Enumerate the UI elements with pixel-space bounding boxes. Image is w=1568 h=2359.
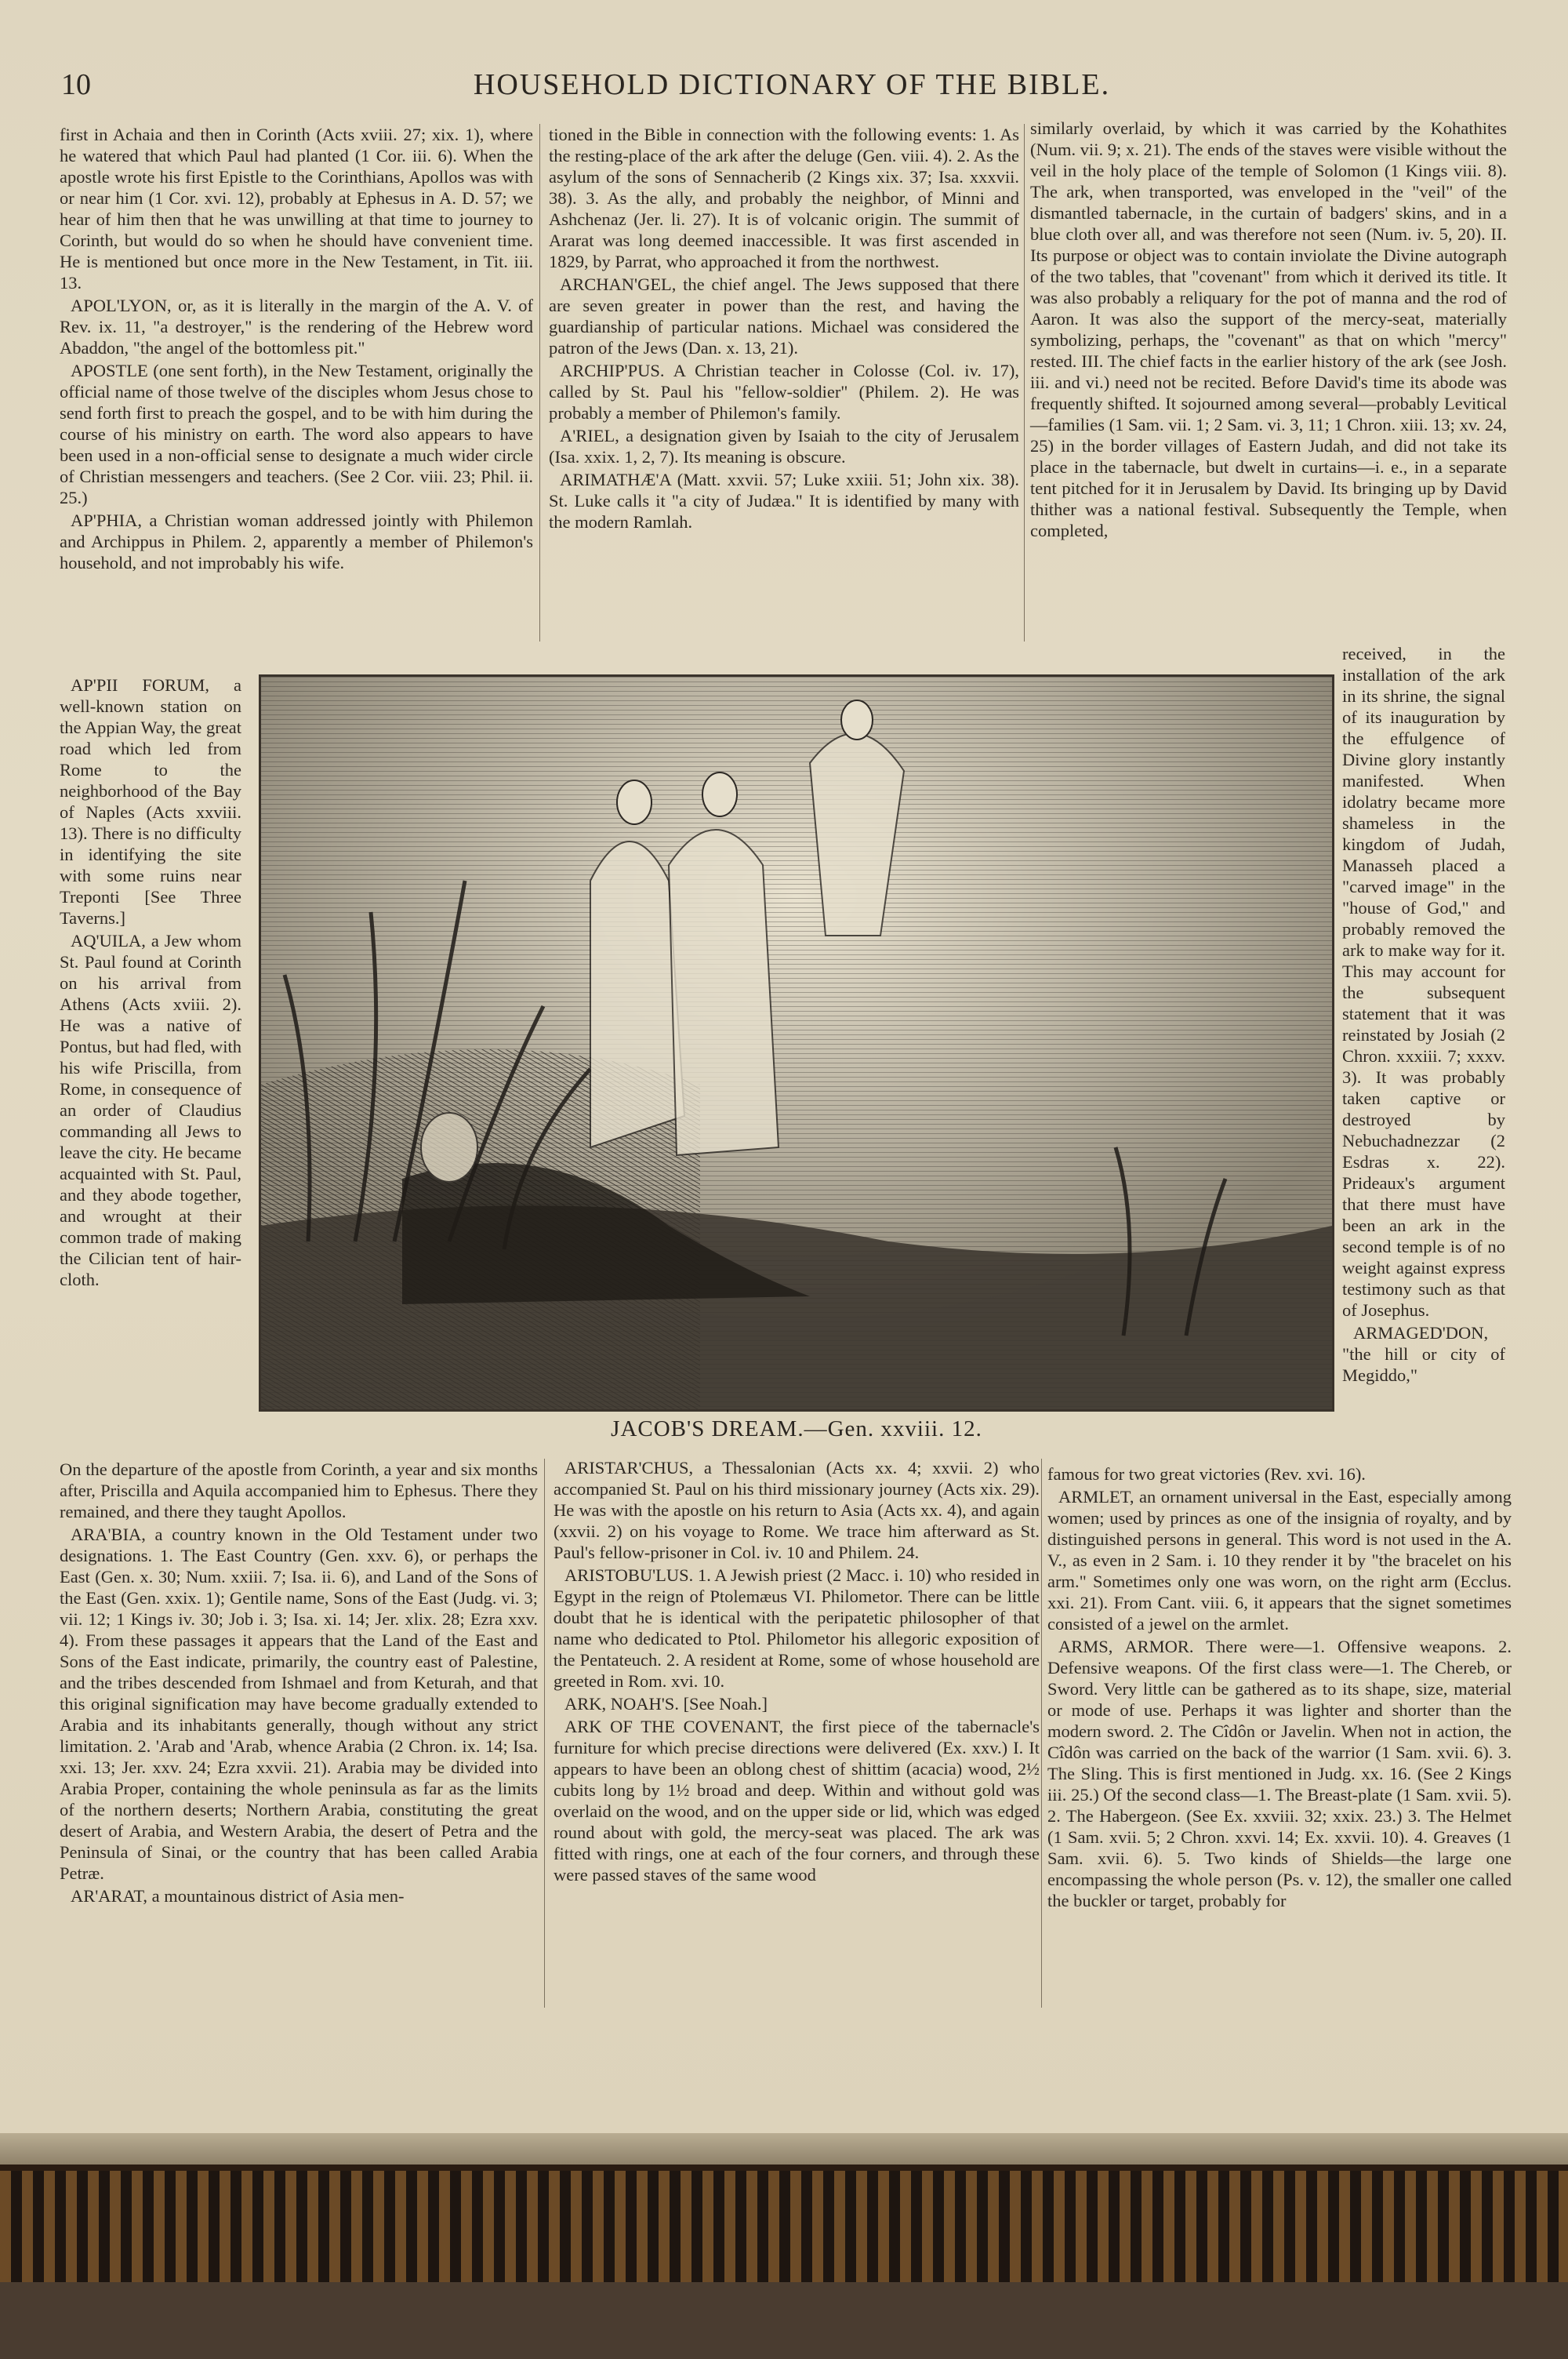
column-rule bbox=[539, 124, 540, 642]
entry-armageddon-continued: famous for two great victories (Rev. xvi. 16). bbox=[1047, 1464, 1366, 1484]
background-surface bbox=[0, 2282, 1568, 2359]
column-bottom-left bbox=[60, 1459, 538, 1908]
entry-apphia: AP'PHIA, a Christian woman addressed jointly with Philemon and Archippus in Philem. 2, apparently a member of Philemon's household, and not improbably his wife. bbox=[60, 511, 533, 572]
entry-apollos-continued: first in Achaia and then in Corinth (Acts xviii. 27; xix. 1), where he watered that which Paul had planted (1 Cor. iii. 6). When the apostle wrote his first Epistle to the Corinthians, Apollos was with or near him (1 Cor. xvi. 12), probably at Ephesus in A. D. 57; we hear of him then that he was unwilling at that time to journey to Corinth, but would do so when he should have convenient time. He is mentioned but once more in the New Testament, in Tit. iii. 13. bbox=[60, 125, 533, 293]
running-title: HOUSEHOLD DICTIONARY OF THE BIBLE. bbox=[473, 68, 1111, 101]
entry-apostle: APOSTLE (one sent forth), in the New Testament, originally the official name of those twelve of the disciples whom Jesus chose to send forth first to preach the gospel, and to be with him during the course of his ministry on earth. The word also appears to have been used in a non-official sense to designate a much wider circle of Christian messengers and teachers. (See 2 Cor. viii. 23; Phil. ii. 25.) bbox=[60, 361, 533, 507]
entry-aristarchus: ARISTAR'CHUS, a Thessalonian (Acts xx. 4; xxvii. 2) who accompanied St. Paul on his third missionary journey (Acts xix. 29). He was with the apostle on his return to Asia (Acts xx. 4), and again (xxvii. 2) on his voyage to Rome. We trace him afterward as St. Paul's fellow-prisoner in Col. iv. 10 and Philem. 24. bbox=[554, 1458, 1040, 1562]
entry-aristobulus: ARISTOBU'LUS. 1. A Jewish priest (2 Macc. i. 10) who resided in Egypt in the reign of Ptolemæus VI. Philometor. There can be little doubt that he is identical with the peripatetic philosopher of that name who dedicated to Ptol. Philometor his allegoric exposition of the Pentateuch. 2. A resident at Rome, some of whose household are greeted in Rom. xvi. 10. bbox=[554, 1565, 1040, 1691]
entry-arabia: ARA'BIA, a country known in the Old Testament under two designations. 1. The East Country (Gen. xxv. 6), or perhaps the East (Gen. x. 30; Num. xxiii. 7; Isa. ii. 6), and Land of the Sons of the East (Gen. xxix. 1); Gentile name, Sons of the East (Judg. vi. 3; vii. 12; 1 Kings iv. 30; Job i. 3; Isa. xi. 14; Jer. xlix. 28; Ezra xxv. 4). From these passages it appears that the Land of the East and Sons of the East indicate, primarily, the country east of Palestine, and the tribes descended from Ishmael and from Keturah, and that this original signification may have become gradually extended to Arabia and its inhabitants generally, though without any strict limitation. 2. 'Arab and 'Arab, whence Arabia (2 Chron. ix. 14; Isa. xxi. 13; Jer. xxv. 24; Ezra xxvii. 21). Arabia may be divided into Arabia Proper, containing the whole peninsula as far as the limits of the northern deserts; Northern Arabia, constituting the great desert of Arabia, and Western Arabia, the desert of Petra and the Peninsula of Sinai, or the country that has been called Arabia Petræ. bbox=[60, 1525, 538, 1883]
entry-archippus: ARCHIP'PUS. A Christian teacher in Colosse (Col. iv. 17), called by St. Paul his "fellow-soldier" (Philem. 2). He was probably a member of Philemon's family. bbox=[549, 361, 1019, 423]
column-rule bbox=[544, 1459, 545, 2008]
entry-ark-covenant-continued: similarly overlaid, by which it was carried by the Kohathites (Num. vii. 9; x. 21). The ends of the staves were visible without the veil in the holy place of the temple of Solomon (1 Kings viii. 8). The ark, when transported, was enveloped in the "veil" of the dismantled tabernacle, in the curtain of badgers' skins, and in a blue cloth over all, and was therefore not seen (Num. iv. 5, 20). II. Its purpose or object was to contain inviolate the Divine autograph of the two tables, that "covenant" from which it derived its title. It was also probably a reliquary for the pot of manna and the rod of Aaron. It was also the support of the mercy-seat, materially symbolizing, perhaps, the "covenant" as that on which "mercy" rested. III. The chief facts in the earlier history of the ark (see Josh. iii. and vi.) need not be recited. Before David's time its abode was frequently shifted. It sojourned among several—probably Levitical—families (1 Sam. vii. 1; 2 Sam. vi. 3, 11; 1 Chron. xiii. 13; xv. 24, 25) in the border villages of Eastern Judah, and did not take its place in the tabernacle, but dwelt in curtains—i. e., in a separate tent pitched for it in Jerusalem by David. Its bringing up by David thither was a national festival. Subsequently the Temple, when completed, bbox=[1030, 118, 1507, 540]
entry-aquila-continued: On the departure of the apostle from Corinth, a year and six months after, Priscilla and Aquila accompanied him to Ephesus. There they remained, and there they taught Apollos. bbox=[60, 1459, 538, 1521]
column-narrow-right bbox=[1342, 643, 1505, 1387]
entry-arms-armor: ARMS, ARMOR. There were—1. Offensive weapons. 2. Defensive weapons. Of the first class were—1. The Chereb, or Sword. Very little can be gathered as to its shape, size, material or mode of use. Perhaps it was lighter and shorter than the modern sword. 2. The Cîdôn or Javelin. When not in action, the Cîdôn was carried on the back of the warrior (1 Sam. xvii. 6). 3. The Sling. This is first mentioned in Judg. xx. 16. (See 2 Kings iii. 25.) Of the second class—1. The Breast-plate (1 Sam. xvii. 5). 2. The Habergeon. (See Ex. xxviii. 32; xxix. 23.) 3. The Helmet (1 Sam. xvii. 5; 2 Chron. xxvi. 14; Ex. xxvii. 10). 4. Greaves (1 Sam. xvii. 6). 5. Two kinds of Shields—the large one encompassing the whole person (Ps. v. 12), the smaller one called the buckler or target, probably for bbox=[1047, 1637, 1512, 1910]
entry-archangel: ARCHAN'GEL, the chief angel. The Jews supposed that there are seven greater in power than the rest, and having the guardianship of particular nations. Michael was considered the patron of the Jews (Dan. x. 13, 21). bbox=[549, 274, 1019, 358]
entry-ark-noahs: ARK, NOAH'S. [See Noah.] bbox=[564, 1694, 768, 1714]
entry-arimathaea: ARIMATHÆ'A (Matt. xxvii. 57; Luke xxiii. 51; John xix. 38). St. Luke calls it "a city of Judæa." It is identified by many with the modern Ramlah. bbox=[549, 470, 1019, 532]
entry-ark-covenant-cont2: received, in the installation of the ark in its shrine, the signal of its inauguration by the effulgence of Divine glory instantly manifested. When idolatry became more shameless in the kingdom of Judah, Manasseh placed a "carved image" in the "house of God," and probably removed the ark to make way for it. This may account for the subsequent statement that it was reinstated by Josiah (2 Chron. xxxiii. 7; xxxv. 3). It was probably taken captive or destroyed by Nebuchadnezzar (2 Esdras x. 22). Prideaux's argument that there must have been an ark in the second temple is of no weight against express testimony such as that of Josephus. bbox=[1342, 644, 1505, 1320]
entry-ararat: AR'ARAT, a mountainous district of Asia men- bbox=[71, 1886, 405, 1906]
illustration-caption: JACOB'S DREAM.—Gen. xxviii. 12. bbox=[611, 1416, 982, 1441]
entry-apollyon: APOL'LYON, or, as it is literally in the margin of the A. V. of Rev. ix. 11, "a destroyer," is the rendering of the Hebrew word Abaddon, "the angel of the bottomless pit." bbox=[60, 296, 533, 358]
column-top-left bbox=[60, 124, 533, 575]
column-top-middle bbox=[549, 124, 1019, 534]
column-narrow-left bbox=[60, 674, 241, 1292]
column-rule bbox=[1024, 124, 1025, 642]
entry-ark-of-the-covenant: ARK OF THE COVENANT, the first piece of the tabernacle's furniture for which precise directions were delivered (Ex. xxv.) I. It appears to have been an oblong chest of shittim (acacia) wood, 2½ cubits long by 1½ broad and deep. Within and without gold was overlaid on the wood, and on the upper side or lid, which was edged round about with gold, the mercy-seat was placed. The ark was fitted with rings, one at each of the four corners, and through these were passed staves of the same wood bbox=[554, 1717, 1040, 1885]
entry-armlet: ARMLET, an ornament universal in the East, especially among women; used by princes as one of the insignia of royalty, and by distinguished persons in general. This word is not used in the A. V., as even in 2 Sam. i. 10 they render it by "the bracelet on his arm." Sometimes only one was worn, on the right arm (Ecclus. xxi. 21). From Cant. viii. 6, it appears that the signet sometimes consisted of a jewel on the armlet. bbox=[1047, 1487, 1512, 1634]
book-binding bbox=[0, 2165, 1568, 2295]
column-bottom-right bbox=[1047, 1463, 1512, 1913]
entry-aquila: AQ'UILA, a Jew whom St. Paul found at Corinth on his arrival from Athens (Acts xviii. 2). He was a native of Pontus, but had fled, with his wife Priscilla, from Rome, in consequence of an order of Claudius commanding all Jews to leave the city. He became acquainted with St. Paul, and they abode together, and wrought at their common trade of making the Cilician tent of hair-cloth. bbox=[60, 931, 241, 1289]
column-top-right bbox=[1030, 118, 1507, 543]
engraving-jacobs-dream bbox=[259, 674, 1334, 1412]
entry-ariel: A'RIEL, a designation given by Isaiah to the city of Jerusalem (Isa. xxix. 1, 2, 7). Its meaning is obscure. bbox=[549, 426, 1019, 467]
page-edge bbox=[0, 2133, 1568, 2165]
column-bottom-middle bbox=[554, 1457, 1040, 1887]
column-rule bbox=[1041, 1459, 1042, 2008]
entry-appii-forum: AP'PII FORUM, a well-known station on the Appian Way, the great road which led from Rome to the neighborhood of the Bay of Naples (Acts xxviii. 13). There is no difficulty in identifying the site with some ruins near Treponti [See Three Taverns.] bbox=[60, 675, 241, 928]
entry-ararat-continued: tioned in the Bible in connection with the following events: 1. As the resting-place of the ark after the deluge (Gen. viii. 4). 2. As the asylum of the sons of Sennacherib (2 Kings xix. 37; Isa. xxxvii. 38). 3. As the ally, and probably the neighbor, of Minni and Ashchenaz (Jer. li. 27). It is of volcanic origin. The summit of Ararat was long deemed inaccessible. It was first ascended in 1829, by Parrat, who approached it from the northwest. bbox=[549, 125, 1019, 271]
page-header bbox=[55, 64, 1529, 111]
entry-armageddon: ARMAGED'DON, "the hill or city of Megiddo," bbox=[1342, 1323, 1505, 1385]
page-number: 10 bbox=[61, 68, 91, 101]
